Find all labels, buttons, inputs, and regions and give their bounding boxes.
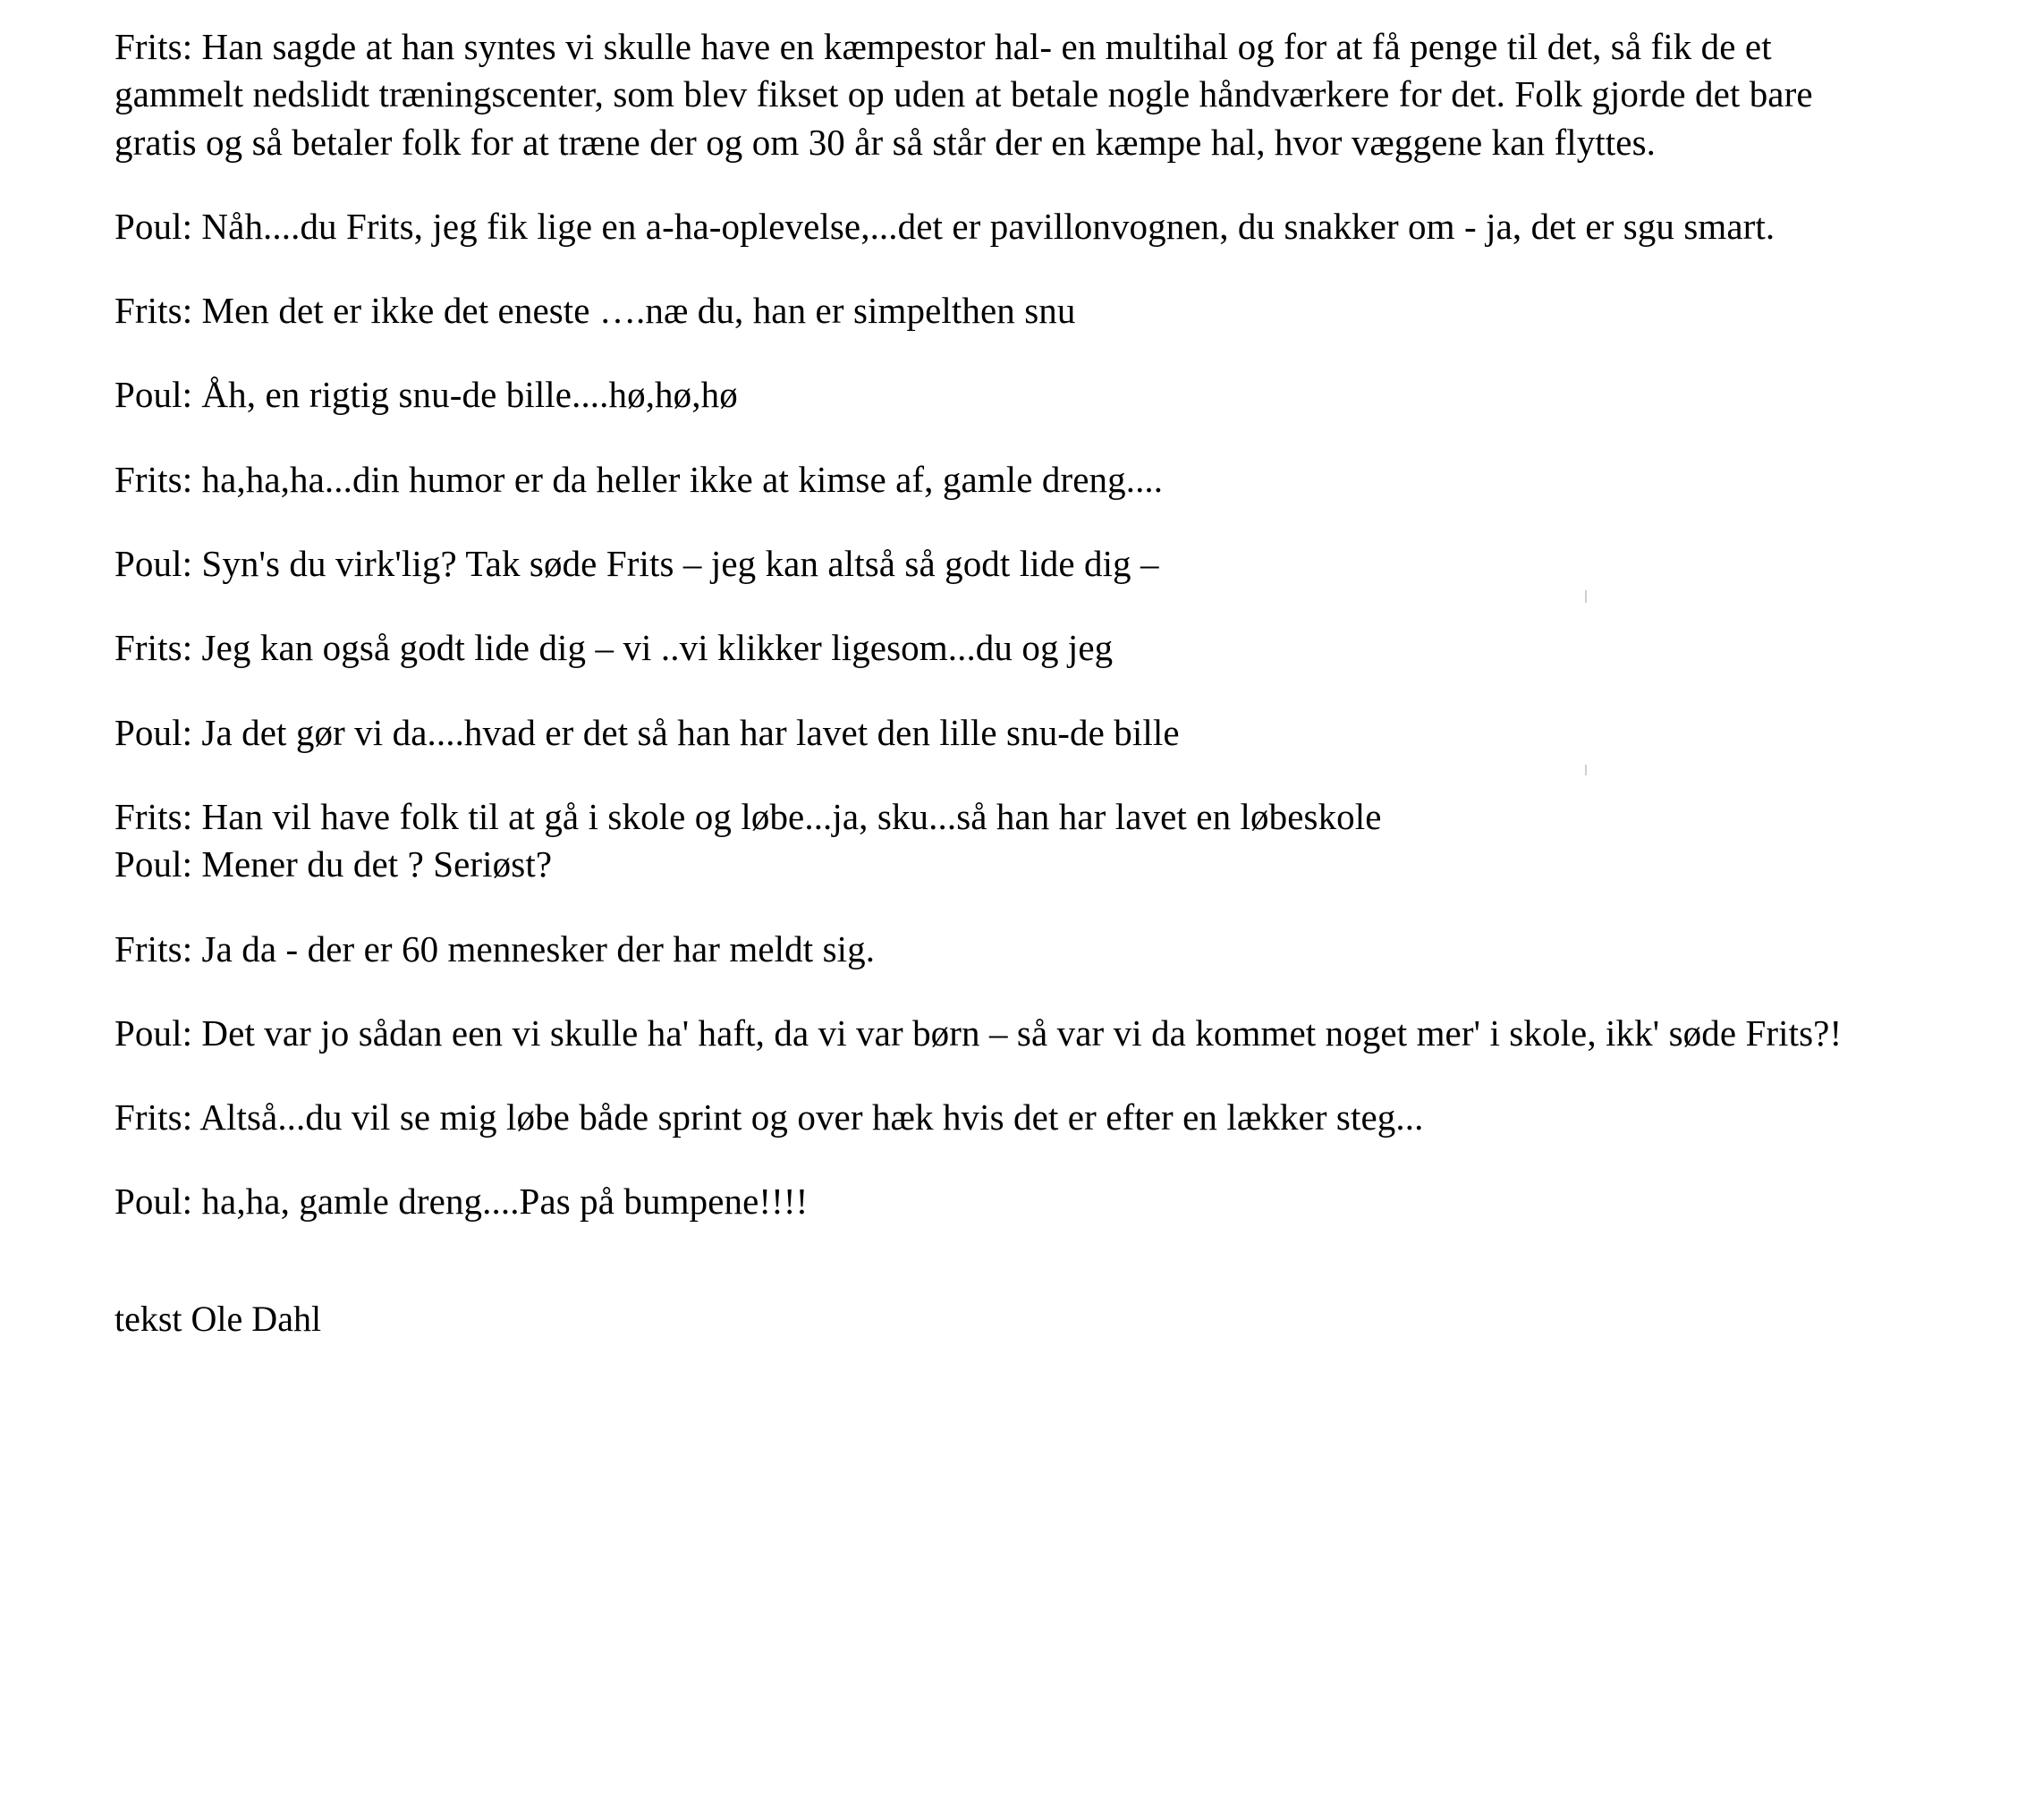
dialogue-paragraph: Frits: Men det er ikke det eneste ….næ du, han er simpelthen snu	[114, 290, 1076, 332]
dialogue-paragraph: Poul: Åh, en rigtig snu-de bille....hø,hø,hø	[114, 374, 738, 416]
dialogue-paragraph: Frits: Ja da - der er 60 mennesker der har meldt sig.	[114, 927, 876, 969]
author-credit: tekst Ole Dahl	[114, 1298, 322, 1339]
dialogue-paragraph: Poul: ha,ha, gamle dreng....Pas på bumpene!!!!	[114, 1181, 809, 1223]
dialogue-paragraph: Frits: Han sagde at han syntes vi skulle have en kæmpestor hal- en multihal og for at få penge til det, så fik de et gammelt nedslidt træningscenter, som blev fikset op uden at betale nogle håndværkere for det. Folk gjorde det bare gratis og så betaler folk for at træne der og om 30 år så står der en kæmpe hal, hvor væggene kan flyttes.	[114, 26, 1813, 163]
dialogue-paragraph: Poul: Det var jo sådan een vi skulle ha' haft, da vi var børn – så var vi da kommet noget mer' i skole, ikk' søde Frits?!	[114, 1012, 1843, 1054]
dialogue-paragraph: Poul: Ja det gør vi da....hvad er det så han har lavet den lille snu-de bille	[114, 711, 1180, 753]
dialogue-paragraph: Frits: Han vil have folk til at gå i skole og løbe...ja, sku...så han har lavet en løbeskole	[114, 795, 1382, 837]
scan-artifact	[1585, 590, 1587, 603]
dialogue-paragraph: Frits: Jeg kan også godt lide dig – vi ..vi klikker ligesom...du og jeg	[114, 627, 1114, 669]
scan-artifact	[1585, 765, 1587, 775]
dialogue-paragraph: Poul: Syn's du virk'lig? Tak søde Frits – jeg kan altså så godt lide dig –	[114, 543, 1159, 585]
dialogue-paragraph: Poul: Mener du det ? Seriøst?	[114, 843, 553, 885]
dialogue-paragraph: Poul: Nåh....du Frits, jeg fik lige en a-ha-oplevelse,...det er pavillonvognen, du snakker om - ja, det er sgu smart.	[114, 205, 1775, 247]
dialogue-paragraph: Frits: ha,ha,ha...din humor er da heller ikke at kimse af, gamle dreng....	[114, 458, 1164, 500]
dialogue-paragraph: Frits: Altså...du vil se mig løbe både sprint og over hæk hvis det er efter en lækker steg...	[114, 1096, 1424, 1139]
